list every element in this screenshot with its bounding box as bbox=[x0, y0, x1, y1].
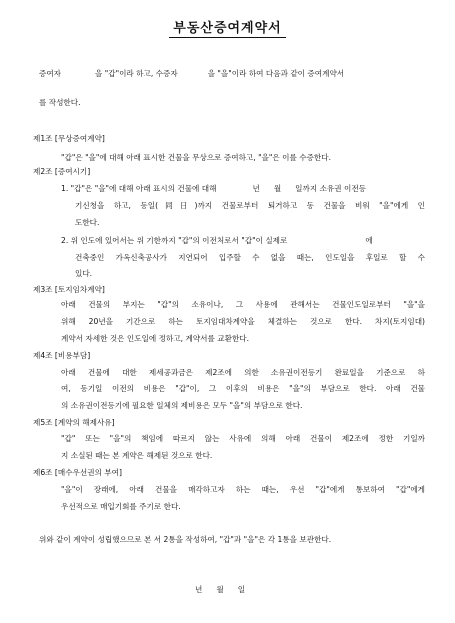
article-2-day-label: 일까지 소유권 이전등 bbox=[295, 184, 367, 193]
intro-donee-tail: 을 "을"이라 하여 다음과 같이 증여계약서 bbox=[207, 69, 345, 78]
article-4-line-3: 의 소유권이전등기에 필요한 일체의 제비용은 모두 "을"의 부담으로 한다. bbox=[61, 401, 303, 410]
article-2-item-1-line-2: 기신청을 하고, 동일(同日)까지 건물로부터 퇴거하고 동 건물을 비워 "을"에게 인 bbox=[75, 201, 425, 210]
article-2-item-2-text: 2. 위 인도에 있어서는 위 기한까지 "갑"의 이전처로서 "갑"이 실제로 bbox=[61, 236, 288, 245]
intro-line-2: 를 작성한다. bbox=[39, 98, 81, 107]
article-2-item-2-line-1 bbox=[61, 236, 373, 246]
article-3-line-1: 아래 건물의 부지는 "갑"의 소유이나, 그 사용에 관해서는 건물인도일로부터 "을"을 bbox=[61, 300, 425, 309]
article-6-line-1: "을"이 장래에, 아래 건물을 매각하고자 하는 때는, 우선 "갑"에게 통보하여 "갑"에게 bbox=[61, 485, 425, 494]
date-month-label: 월 bbox=[216, 585, 224, 594]
article-2-month-label: 월 bbox=[273, 184, 282, 193]
signing-date bbox=[195, 585, 245, 595]
article-2-item-1-line-1 bbox=[61, 184, 366, 194]
article-1-body: "갑"은 "을"에 대해 아래 표시한 건물을 무상으로 증여하고, "을"은 이를 수증한다. bbox=[61, 153, 331, 162]
date-year-label: 년 bbox=[195, 585, 203, 594]
article-2-item-2-tail: 에 bbox=[365, 236, 373, 245]
date-day-label: 일 bbox=[237, 585, 246, 594]
article-1-heading: 제1조 [무상증여계약] bbox=[33, 134, 105, 143]
article-4-line-2: 여, 동기일 이전의 비용은 "갑"이, 그 이후의 비용은 "을"의 부담으로 한다. 아래 건물 bbox=[61, 384, 425, 393]
article-6-heading: 제6조 [매수우선권의 부여] bbox=[33, 468, 122, 477]
article-4-line-1: 아래 건물에 대한 제세공과금은 제2조에 의한 소유권이전등기 완료일을 기준으로 하 bbox=[61, 368, 425, 377]
document-title: 부동산증여계약서 bbox=[169, 17, 285, 38]
article-2-item-1-line-3: 도한다. bbox=[75, 218, 100, 227]
article-2-item-1-text: 1. "갑"은 "을"에 대해 아래 표시의 건물에 대해 bbox=[61, 184, 217, 193]
article-2-item-2-line-3: 있다. bbox=[75, 269, 93, 278]
article-3-line-2: 위해 20년을 기간으로 하는 토지임대차계약을 체결하는 것으로 한다. 차지(토지임대) bbox=[61, 317, 425, 326]
intro-donee-label: 을 "갑"이라 하고, 수증자 bbox=[95, 69, 178, 78]
article-6-line-2: 우선적으로 매입기회를 주기로 한다. bbox=[61, 502, 181, 511]
article-5-heading: 제5조 [계약의 해제사유] bbox=[33, 418, 115, 427]
article-5-line-2: 지 소실된 때는 본 계약은 해제된 것으로 한다. bbox=[61, 451, 213, 460]
article-4-heading: 제4조 [비용부담] bbox=[33, 351, 91, 360]
article-3-line-3: 계약서 자세한 것은 인도일에 정하고, 계약서를 교환한다. bbox=[61, 334, 250, 343]
article-2-year-label: 년 bbox=[252, 184, 260, 193]
article-5-line-1: "갑" 또는 "을"의 책임에 따르지 않는 사유에 의해 아래 건물이 제2조에 정한 기일까 bbox=[61, 434, 425, 443]
intro-donor-label: 증여자 bbox=[39, 69, 62, 78]
title-block bbox=[0, 17, 455, 38]
intro-line-1 bbox=[39, 69, 344, 79]
closing-statement: 위와 같이 계약이 성립했으므로 본 서 2통을 작성하여, "갑"과 "을"은 각 1통을 보관한다. bbox=[39, 535, 332, 544]
article-2-item-2-line-2: 건축중인 가옥신축공사가 지연되어 입주할 수 없을 때는, 인도일을 후일로 할 수 bbox=[75, 253, 425, 262]
article-2-heading: 제2조 [증여시기] bbox=[33, 167, 91, 176]
article-3-heading: 제3조 [토지임차계약] bbox=[33, 285, 105, 294]
